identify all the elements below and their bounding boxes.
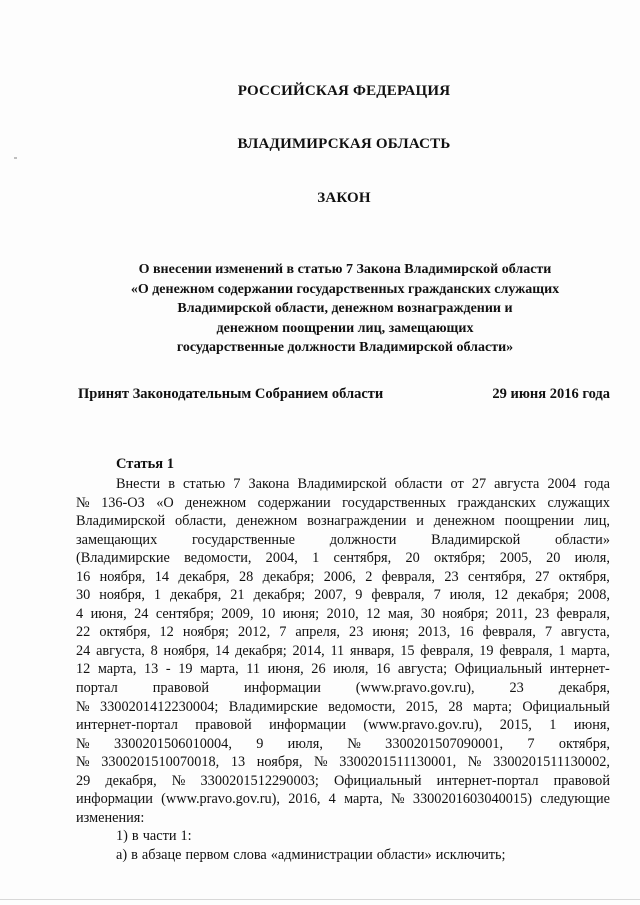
word: 16 — [459, 624, 474, 641]
law-title — [70, 260, 620, 358]
text-line — [76, 475, 610, 494]
word: 1 — [549, 717, 557, 734]
word: служащих — [547, 494, 610, 511]
word: 10 — [260, 605, 276, 622]
word: вознаграждении — [307, 513, 407, 530]
document-type-heading: ЗАКОН — [317, 190, 371, 206]
word: марта, — [200, 661, 239, 678]
word: гражданских — [457, 494, 537, 511]
word: октября; — [433, 550, 486, 567]
word: № — [76, 735, 90, 752]
word: 13 — [144, 661, 159, 678]
word: 23 — [534, 605, 550, 622]
word: № — [314, 754, 328, 771]
word: Владимирской — [297, 476, 387, 492]
word: июня; — [282, 605, 320, 622]
word: интернет-портал — [76, 717, 178, 734]
text-line — [76, 735, 610, 754]
word: 29 — [76, 772, 91, 789]
word: содержании — [257, 494, 331, 511]
text-line — [76, 531, 610, 550]
word: 1) — [116, 828, 128, 845]
word: следующие — [540, 791, 610, 808]
word: 13 — [230, 754, 246, 771]
text-line — [76, 809, 610, 828]
word: абзаце — [141, 846, 182, 863]
word: 3300201507090001, — [385, 735, 504, 752]
word: 3300201511130002, — [493, 754, 610, 771]
adopting-body: Принят Законодательным Собранием области — [78, 386, 384, 402]
word: 23 — [509, 680, 524, 697]
word: 30 — [76, 587, 91, 604]
word: августа, — [96, 642, 145, 659]
word: июля, — [449, 587, 485, 604]
word: 2013, — [417, 624, 451, 641]
text-line — [76, 568, 610, 587]
word: интернет-портал — [436, 772, 539, 789]
word: 14 — [154, 568, 169, 585]
word: «администрации — [270, 846, 373, 863]
word: февраля, — [371, 587, 425, 604]
word: ноября, — [256, 754, 303, 771]
word: 9 — [256, 735, 264, 752]
word: ноября, — [99, 587, 145, 604]
word: Официальный — [522, 698, 610, 715]
word: поощрении — [504, 513, 575, 530]
text-line — [76, 660, 610, 679]
word: 27 — [535, 568, 550, 585]
word: 9 — [355, 587, 363, 604]
word: (www.pravo.gov.ru), — [161, 791, 280, 808]
word: 2011, — [495, 605, 528, 622]
word: 14 — [215, 642, 230, 659]
word: августа — [494, 476, 540, 492]
title-line: О внесении изменений в статью 7 Закона Владимирской области — [138, 262, 552, 277]
word: изменения: — [76, 809, 145, 826]
word: в — [131, 846, 138, 863]
word: марта, — [571, 642, 610, 659]
word: 23 — [444, 568, 459, 585]
word: июля, — [287, 735, 323, 752]
word: 3300201412230004; — [100, 698, 219, 715]
word: 4 — [76, 605, 84, 622]
word: интернет- — [549, 661, 610, 678]
word: 28 — [239, 568, 254, 585]
word: 12 — [493, 587, 509, 604]
word: государственные — [191, 531, 296, 548]
text-line — [76, 827, 610, 846]
word: 11 — [330, 642, 345, 659]
word: Владимирской — [431, 531, 521, 548]
text-line — [76, 716, 610, 735]
title-line: государственные должности Владимирской области» — [176, 340, 514, 356]
word: 2010, — [326, 605, 359, 622]
word: февраля, — [482, 624, 536, 641]
word: 2012, — [237, 624, 271, 641]
word: 4 — [328, 791, 336, 808]
word: и — [416, 513, 424, 530]
word: первом — [185, 846, 230, 863]
word: 12 — [159, 624, 174, 641]
adoption-date: 29 июня 2016 года — [492, 386, 610, 402]
word: октября, — [99, 624, 151, 641]
word: 22 — [76, 624, 91, 641]
word: Внести — [116, 476, 161, 492]
word: ноября, — [163, 642, 210, 659]
word: 2007, — [314, 587, 347, 604]
word: 20 — [546, 550, 561, 567]
word: 3300201512290003; — [200, 772, 319, 789]
word: области, — [175, 513, 227, 530]
word: декабря; — [235, 642, 287, 659]
word: № — [76, 754, 90, 771]
word: Закона — [248, 476, 290, 492]
word: мая, — [387, 605, 414, 622]
word: в — [131, 828, 139, 845]
word: февраля, — [420, 642, 474, 659]
word: декабря; — [517, 587, 569, 604]
word: 3300201511130001, — [339, 754, 457, 771]
word: декабря; — [262, 568, 315, 585]
word: № — [467, 754, 482, 771]
word: 16 — [76, 568, 91, 585]
word: декабря, — [178, 568, 230, 585]
word: июня, — [90, 605, 127, 622]
word: 2004 — [547, 476, 577, 492]
word: области» — [555, 531, 610, 548]
word: правовой — [195, 717, 252, 734]
word: марта, — [344, 791, 383, 808]
word: октября, — [558, 735, 610, 752]
word: (www.pravo.gov.ru), — [355, 680, 475, 697]
word: августа; — [397, 661, 448, 678]
word: 3300201506010004, — [113, 735, 232, 752]
word: портал — [76, 680, 118, 697]
word: ноября; — [182, 624, 229, 641]
region-heading: ВЛАДИМИРСКАЯ ОБЛАСТЬ — [237, 136, 451, 152]
word: сентября, — [468, 568, 526, 585]
text-line — [76, 512, 610, 531]
word: июня, — [267, 661, 304, 678]
word: от — [450, 476, 464, 492]
word: информации — [243, 680, 321, 697]
word: № — [171, 772, 186, 789]
word: статью — [183, 476, 226, 492]
word: июля, — [574, 550, 610, 567]
word: № — [76, 698, 90, 715]
word: денежном — [236, 513, 298, 530]
word: ведомости, — [184, 550, 252, 567]
word: сентября, — [333, 550, 392, 567]
word: 19 — [479, 642, 494, 659]
word: Владимирской — [76, 513, 166, 530]
text-line — [76, 679, 610, 698]
word: Владимирские — [228, 698, 318, 715]
text-line — [76, 698, 610, 717]
word: года — [584, 476, 610, 492]
word: 2 — [365, 568, 373, 585]
word: декабря, — [105, 772, 157, 789]
text-line — [76, 586, 610, 605]
word: слова — [233, 846, 267, 863]
text-line — [76, 549, 610, 568]
word: денежном — [185, 494, 247, 511]
word: ноября; — [442, 605, 489, 622]
word: июня; — [372, 624, 409, 641]
word: октября, — [558, 568, 610, 585]
word: 7 — [433, 587, 441, 604]
text-line — [76, 605, 610, 624]
word: 11 — [246, 661, 261, 678]
word: 2006, — [323, 568, 356, 585]
word: апреля, — [295, 624, 340, 641]
word: 1 — [558, 642, 566, 659]
word: исключить; — [435, 846, 506, 863]
word: 2009, — [221, 605, 254, 622]
word: 20 — [405, 550, 420, 567]
word: - — [165, 661, 171, 678]
word: 7 — [544, 624, 552, 641]
word: 2015, — [499, 717, 532, 734]
word: 7 — [527, 735, 535, 752]
word: 7 — [279, 624, 287, 641]
word: информации — [269, 717, 346, 734]
title-line: денежном поощрении лиц, замещающих — [216, 320, 474, 336]
word: 19 — [178, 661, 193, 678]
word: февраля, — [556, 605, 610, 622]
text-line — [76, 753, 610, 772]
word: замещающих — [76, 531, 158, 548]
word: июля, — [333, 661, 369, 678]
word: августа, — [561, 624, 610, 641]
page-edge — [0, 899, 640, 900]
word: ноября, — [99, 568, 146, 585]
word: 1 — [153, 587, 162, 604]
word: марта; — [472, 698, 512, 715]
word: 3300201603040015) — [412, 791, 532, 808]
word: 24 — [134, 605, 149, 622]
word: 12 — [366, 605, 381, 622]
word: области» — [376, 846, 432, 863]
word: 7 — [233, 476, 241, 492]
word: 2014, — [292, 642, 325, 659]
word: денежном — [433, 513, 495, 530]
word: 3300201510070018, — [101, 754, 220, 771]
word: 24 — [76, 642, 91, 659]
word: декабря; — [253, 587, 306, 604]
word: 28 — [448, 698, 463, 715]
word: 2008, — [577, 587, 610, 604]
word: правовой — [152, 680, 210, 697]
word: ведомости, — [328, 698, 396, 715]
text-line — [76, 623, 610, 642]
word: 2005, — [499, 550, 532, 567]
word: 23 — [349, 624, 364, 641]
word: 26 — [311, 661, 326, 678]
word: Официальный — [454, 661, 543, 678]
word: февраля, — [499, 642, 553, 659]
word: Официальный — [333, 772, 422, 789]
word: 8 — [150, 642, 158, 659]
word: февраля, — [381, 568, 435, 585]
word: декабря, — [558, 680, 610, 697]
word: марта, — [97, 661, 137, 678]
word: информации — [76, 791, 153, 808]
word: правовой — [553, 772, 610, 789]
title-line: Владимирской области, денежном вознаграждении и — [177, 301, 513, 317]
word: 15 — [400, 642, 415, 659]
word: № — [347, 735, 361, 752]
word: «О — [156, 494, 174, 511]
country-heading: РОССИЙСКАЯ ФЕДЕРАЦИЯ — [237, 83, 451, 99]
word: лиц, — [583, 513, 610, 530]
word: 2016, — [288, 791, 321, 808]
word: а) — [116, 846, 128, 863]
word: государственных — [342, 494, 446, 511]
article-body — [76, 475, 610, 864]
word: 27 — [471, 476, 487, 492]
word: области — [394, 476, 443, 492]
word: (www.pravo.gov.ru), — [363, 717, 483, 734]
word: 16 — [375, 661, 391, 678]
word: января, — [349, 642, 395, 659]
word: 2015, — [405, 698, 438, 715]
word: сентября; — [155, 605, 214, 622]
word: части — [142, 828, 177, 845]
word: № — [390, 791, 405, 808]
word: декабря, — [170, 587, 222, 604]
word: июня, — [573, 717, 610, 734]
text-line — [76, 642, 610, 661]
title-line: «О денежном содержании государственных гражданских служащих — [130, 281, 560, 297]
word: 1: — [180, 828, 192, 845]
word: 1 — [312, 550, 320, 567]
article-title: Статья 1 — [116, 456, 174, 472]
word: 21 — [230, 587, 245, 604]
text-line — [76, 846, 610, 865]
word: (Владимирские — [76, 550, 170, 567]
text-line — [76, 494, 610, 513]
text-line — [76, 790, 610, 809]
text-line — [76, 772, 610, 791]
word: должности — [329, 531, 397, 548]
scan-speck — [14, 157, 17, 159]
word: 2004, — [265, 550, 298, 567]
word: в — [168, 476, 175, 492]
word: 30 — [420, 605, 435, 622]
word: № — [76, 494, 90, 511]
word: 136-ОЗ — [101, 494, 145, 511]
word: 12 — [76, 661, 91, 678]
